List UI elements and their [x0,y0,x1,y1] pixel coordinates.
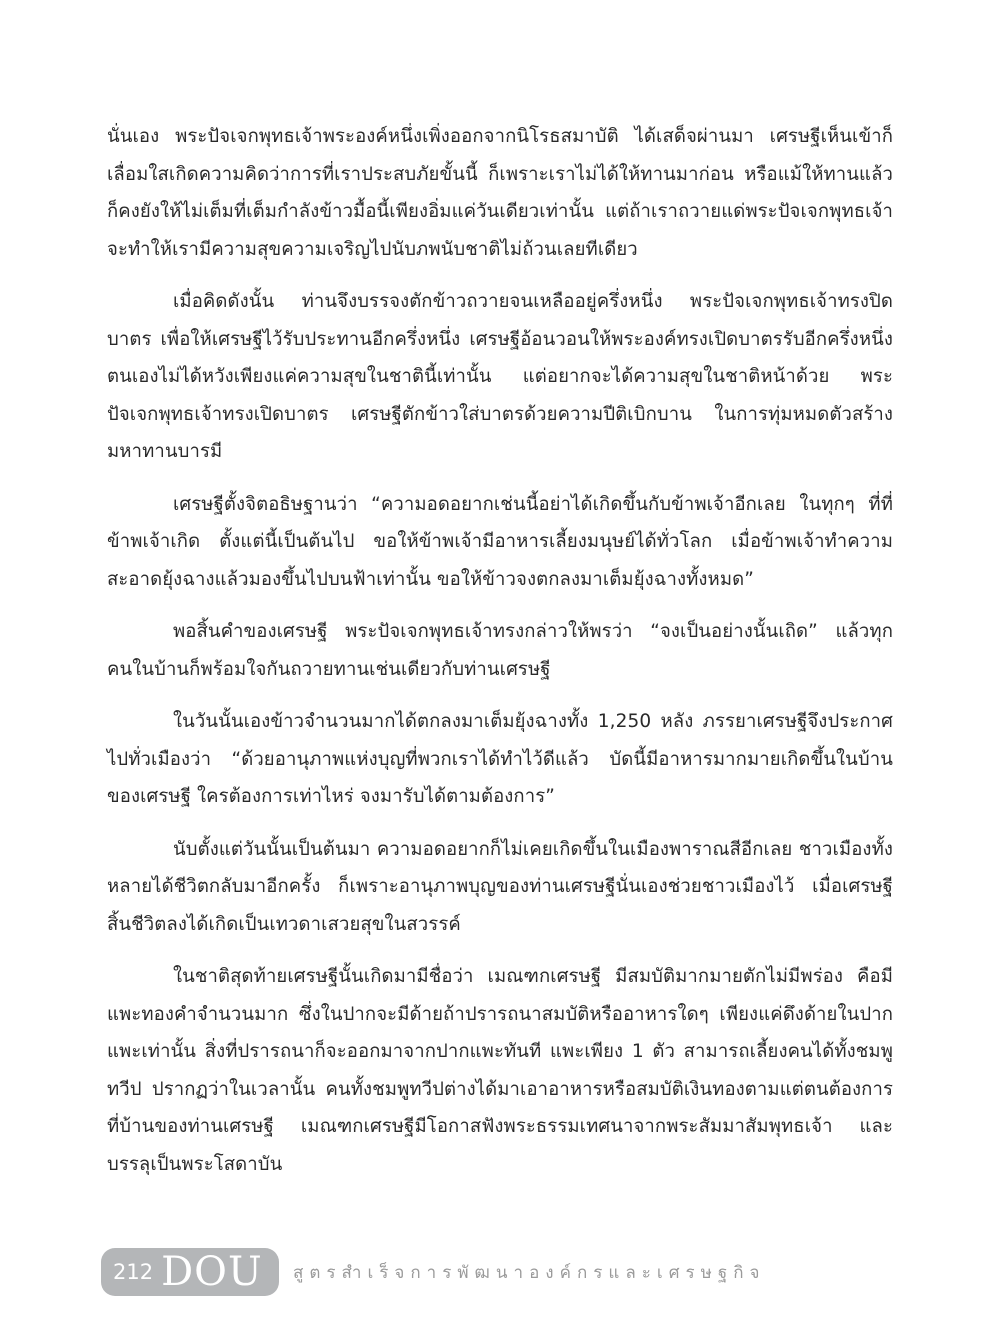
book-title: สูตรสำเร็จการพัฒนาองค์กรและเศรษฐกิจ [293,1262,766,1283]
paragraph-blessing: พอสิ้นคำของเศรษฐี พระปัจเจกพุทธเจ้าทรงกล่าวให้พรว่า “จงเป็นอย่างนั้นเถิด” แล้วทุกคนในบ้านก็พร้อมใจกันถวายทานเช่นเดียวกับท่านเศรษฐี [107,621,893,680]
page-footer [101,1247,765,1297]
paragraph-famine-ends: นับตั้งแต่วันนั้นเป็นต้นมา ความอดอยากก็ไม่เคยเกิดขึ้นในเมืองพาราณสีอีกเลย ชาวเมืองทั้งหลายได้ชีวิตกลับมาอีกครั้ง ก็เพราะอานุภาพบุญของท่านเศรษฐีนั่นเองช่วยชาวเมืองไว้ เมื่อเศรษฐีสิ้นชีวิตลงได้เกิดเป็นเทวดาเสวยสุขในสวรรค์ [107,838,893,935]
brand-logo: DOU [161,1249,263,1295]
paragraph-final-life: ในชาติสุดท้ายเศรษฐีนั้นเกิดมามีชื่อว่า เมณฑกเศรษฐี มีสมบัติมากมายตักไม่มีพร่อง คือมีแพะทองคำจำนวนมาก ซึ่งในปากจะมีด้ายถ้าปรารถนาสมบัติหรืออาหารใดๆ เพียงแค่ดึงด้ายในปากแพะเท่านั้น สิ่งที่ปรารถนาก็จะออกมาจากปากแพะทันที แพะเพียง 1 ตัว สามารถเลี้ยงคนได้ทั้งชมพูทวีป ปรากฏว่าในเวลานั้น คนทั้งชมพูทวีปต่างได้มาเอาอาหารหรือสมบัติเงินทองตามแต่ตนต้องการที่บ้านของท่านเศรษฐี เมณฑกเศรษฐีมีโอกาสฟังพระธรรมเทศนาจากพระสัมมาสัมพุทธเจ้า และบรรลุเป็นพระโสดาบัน [107,966,893,1175]
paragraph-offering-decision: เมื่อคิดดังนั้น ท่านจึงบรรจงตักข้าวถวายจนเหลืออยู่ครึ่งหนึ่ง พระปัจเจกพุทธเจ้าทรงปิดบาตร เพื่อให้เศรษฐีไว้รับประทานอีกครึ่งหนึ่ง เศรษฐีอ้อนวอนให้พระองค์ทรงเปิดบาตรรับอีกครึ่งหนึ่ง ตนเองไม่ได้หวังเพียงแค่ความสุขในชาตินี้เท่านั้น แต่อยากจะได้ความสุขในชาติหน้าด้วย พระปัจเจกพุทธเจ้าทรงเปิดบาตร เศรษฐีตักข้าวใส่บาตรด้วยความปีติเบิกบาน ในการทุ่มหมดตัวสร้างมหาทานบารมี [107,291,893,462]
page-badge [101,1248,279,1296]
paragraph-continuation: นั่นเอง พระปัจเจกพุทธเจ้าพระองค์หนึ่งเพิ่งออกจากนิโรธสมาบัติ ได้เสด็จผ่านมา เศรษฐีเห็นเข้าก็เลื่อมใสเกิดความคิดว่าการที่เราประสบภัยขั้นนี้ ก็เพราะเราไม่ได้ให้ทานมาก่อน หรือแม้ให้ทานแล้วก็คงยังให้ไม่เต็มที่เต็มกำลังข้าวมื้อนี้เพียงอิ่มแค่วันเดียวเท่านั้น แต่ถ้าเราถวายแด่พระปัจเจกพุทธเจ้า จะทำให้เรามีความสุขความเจริญไปนับภพนับชาติไม่ถ้วนเลยทีเดียว [107,126,893,260]
page-body [107,118,893,1198]
paragraph-rice-falls: ในวันนั้นเองข้าวจำนวนมากได้ตกลงมาเต็มยุ้งฉางทั้ง 1,250 หลัง ภรรยาเศรษฐีจึงประกาศไปทั่วเมืองว่า “ด้วยอานุภาพแห่งบุญที่พวกเราได้ทำไว้ดีแล้ว บัดนี้มีอาหารมากมายเกิดขึ้นในบ้านของเศรษฐี ใครต้องการเท่าไหร่ จงมารับได้ตามต้องการ” [107,711,893,807]
paragraph-wish: เศรษฐีตั้งจิตอธิษฐานว่า “ความอดอยากเช่นนี้อย่าได้เกิดขึ้นกับข้าพเจ้าอีกเลย ในทุกๆ ที่ที่ข้าพเจ้าเกิด ตั้งแต่นี้เป็นต้นไป ขอให้ข้าพเจ้ามีอาหารเลี้ยงมนุษย์ได้ทั่วโลก เมื่อข้าพเจ้าทำความสะอาดยุ้งฉางแล้วมองขึ้นไปบนฟ้าเท่านั้น ขอให้ข้าวจงตกลงมาเต็มยุ้งฉางทั้งหมด” [107,493,893,590]
page-number: 212 [113,1260,154,1284]
